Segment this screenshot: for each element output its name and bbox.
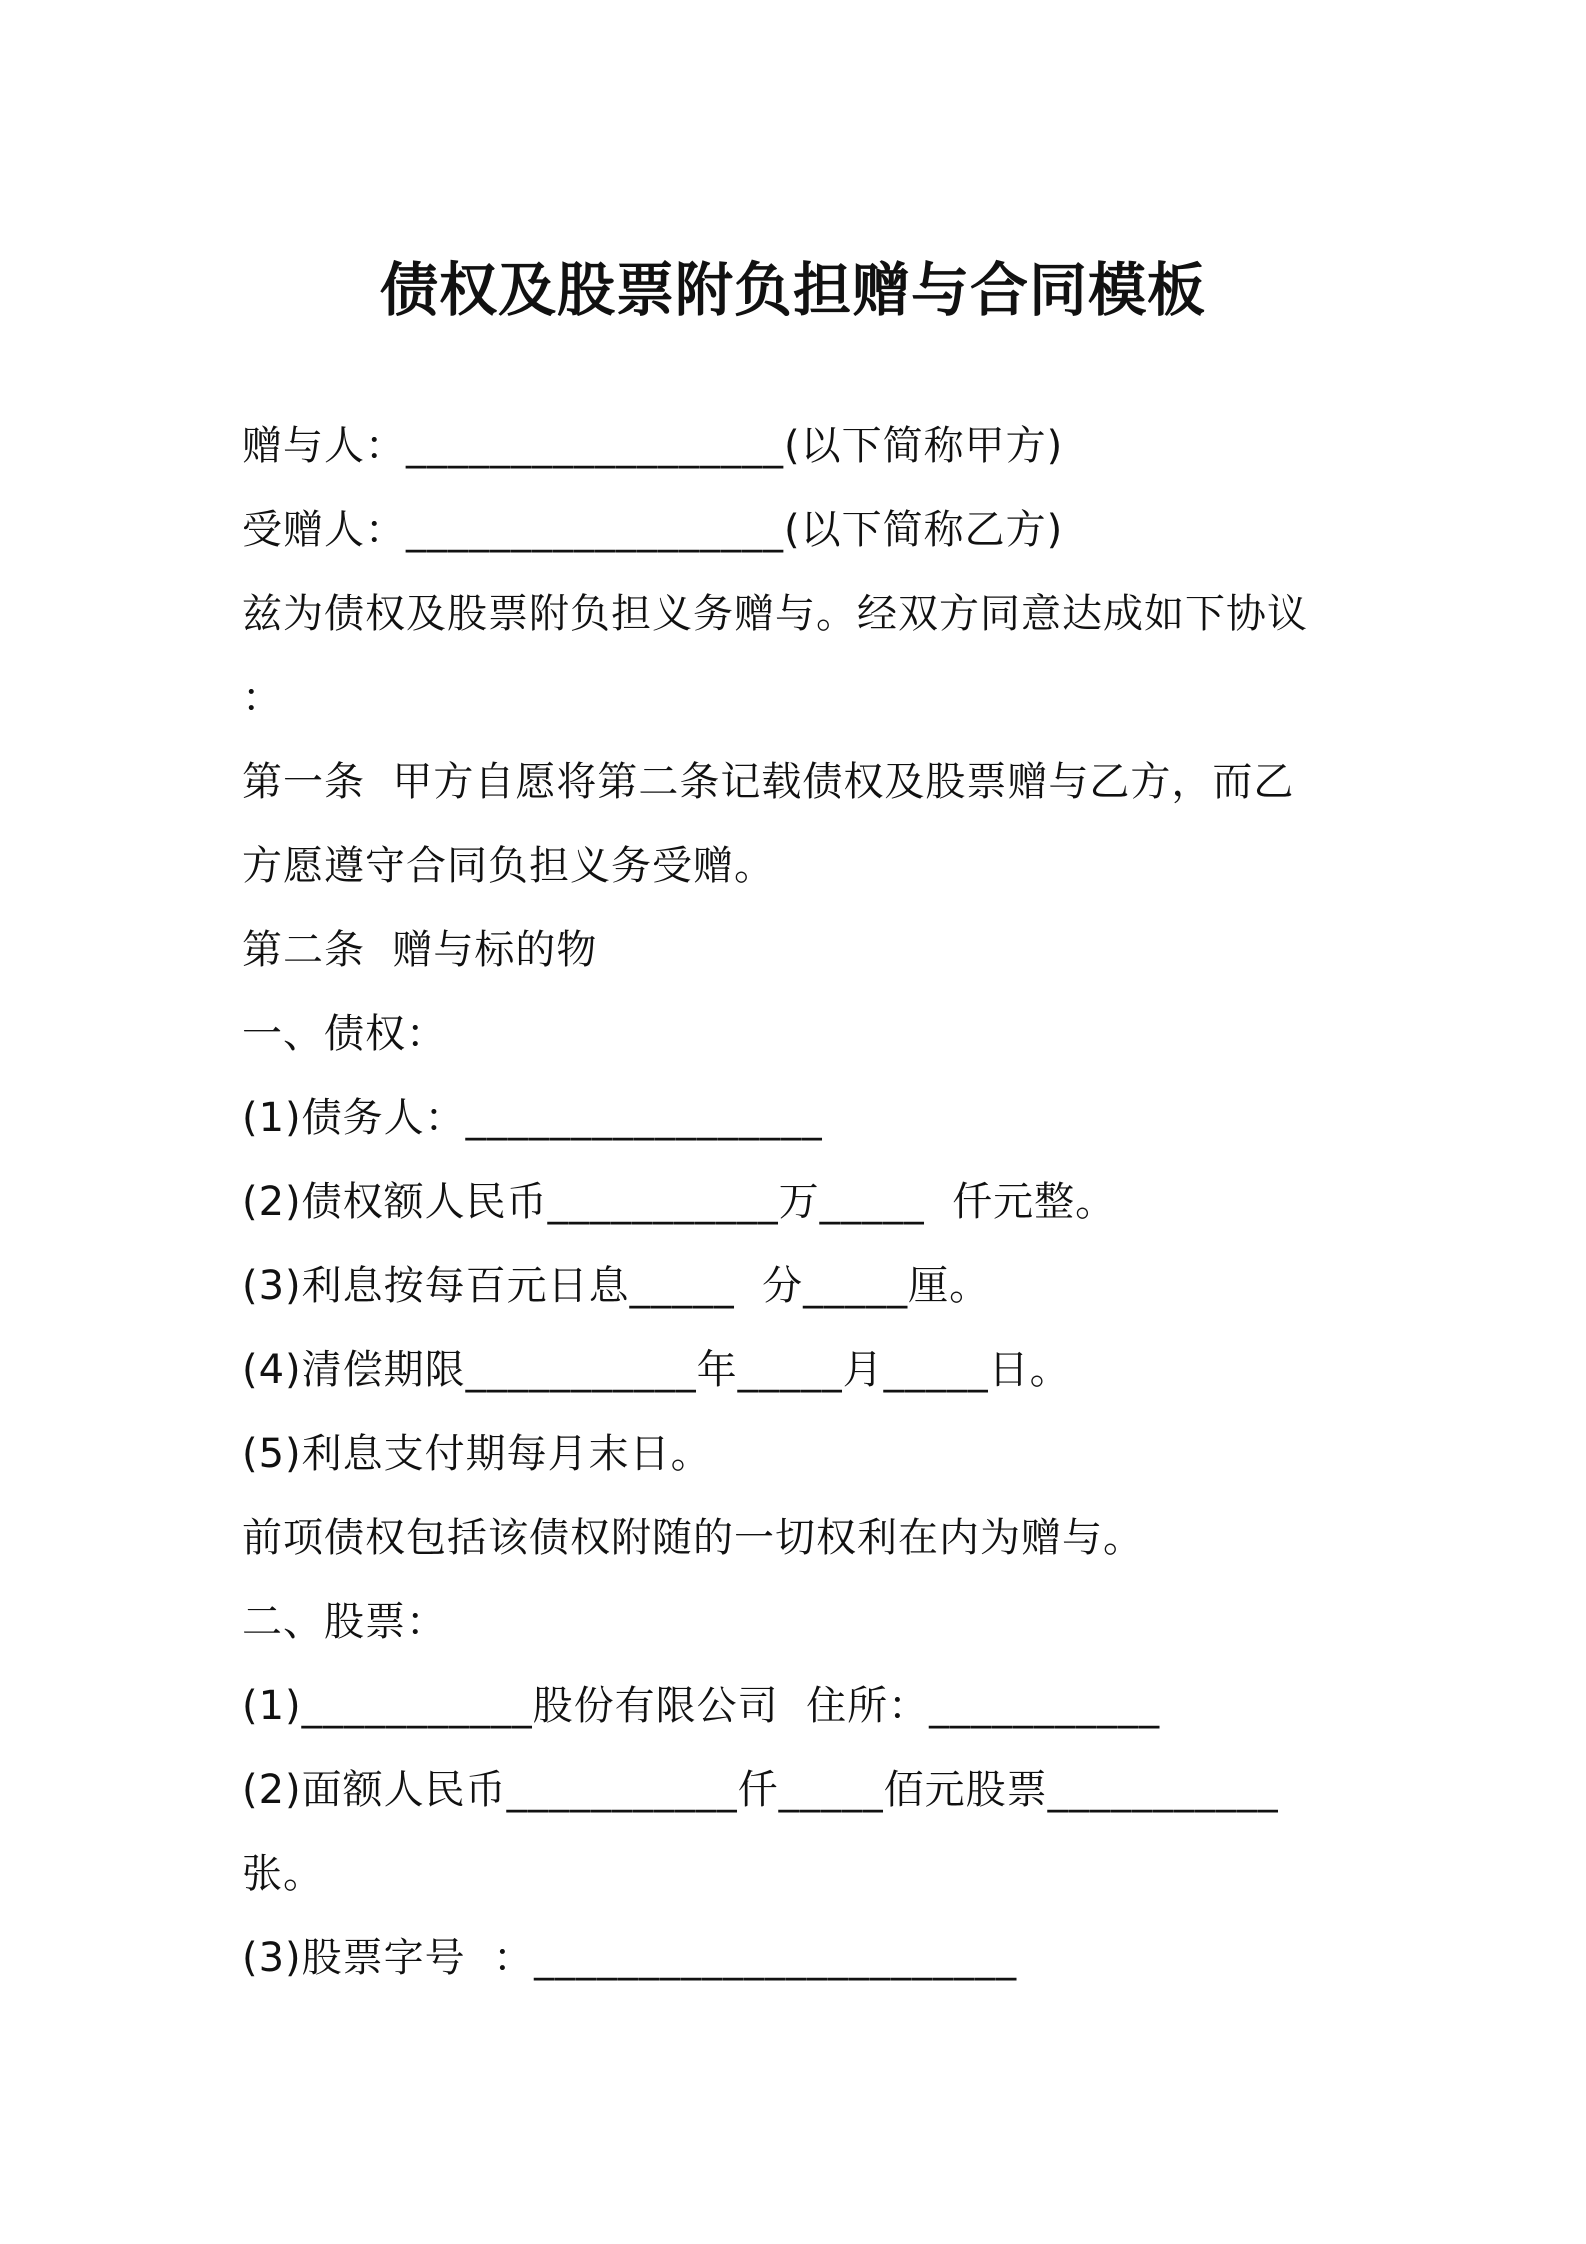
donor-line: 赠与人：__________________(以下简称甲方) [242, 423, 1064, 469]
claim-item-interest-payment: (5)利息支付期每月末日。 [242, 1431, 712, 1477]
preamble-line-continued: ： [242, 675, 283, 721]
document-title: 债权及股票附负担赠与合同模板 [379, 256, 1206, 324]
donee-line: 受赠人：__________________(以下简称乙方) [242, 507, 1064, 553]
stock-item-serial-number: (3)股票字号 ：_______________________ [242, 1935, 1018, 1981]
preamble-line: 兹为债权及股票附负担义务赠与。经双方同意达成如下协议 [242, 591, 1308, 637]
stock-item-company: (1)___________股份有限公司 住所：___________ [242, 1683, 1161, 1729]
article-one-line: 第一条 甲方自愿将第二条记载债权及股票赠与乙方，而乙 [242, 759, 1295, 805]
claim-item-debtor: (1)债务人：_________________ [242, 1095, 823, 1141]
claim-item-repayment-date: (4)清偿期限___________年_____月_____日。 [242, 1347, 1071, 1393]
article-two-heading: 第二条 赠与标的物 [242, 927, 598, 973]
document-body [242, 404, 1360, 2000]
claims-note: 前项债权包括该债权附随的一切权利在内为赠与。 [242, 1515, 1144, 1561]
section-stocks-heading: 二、股票： [242, 1599, 447, 1645]
claim-item-interest: (3)利息按每百元日息_____ 分_____厘。 [242, 1263, 991, 1309]
stock-item-face-value-continued: 张。 [242, 1851, 324, 1897]
section-claims-heading: 一、债权： [242, 1011, 447, 1057]
stock-item-face-value: (2)面额人民币___________仟_____佰元股票___________ [242, 1767, 1279, 1813]
claim-item-amount: (2)债权额人民币___________万_____ 仟元整。 [242, 1179, 1117, 1225]
article-one-line-continued: 方愿遵守合同负担义务受赠。 [242, 843, 775, 889]
